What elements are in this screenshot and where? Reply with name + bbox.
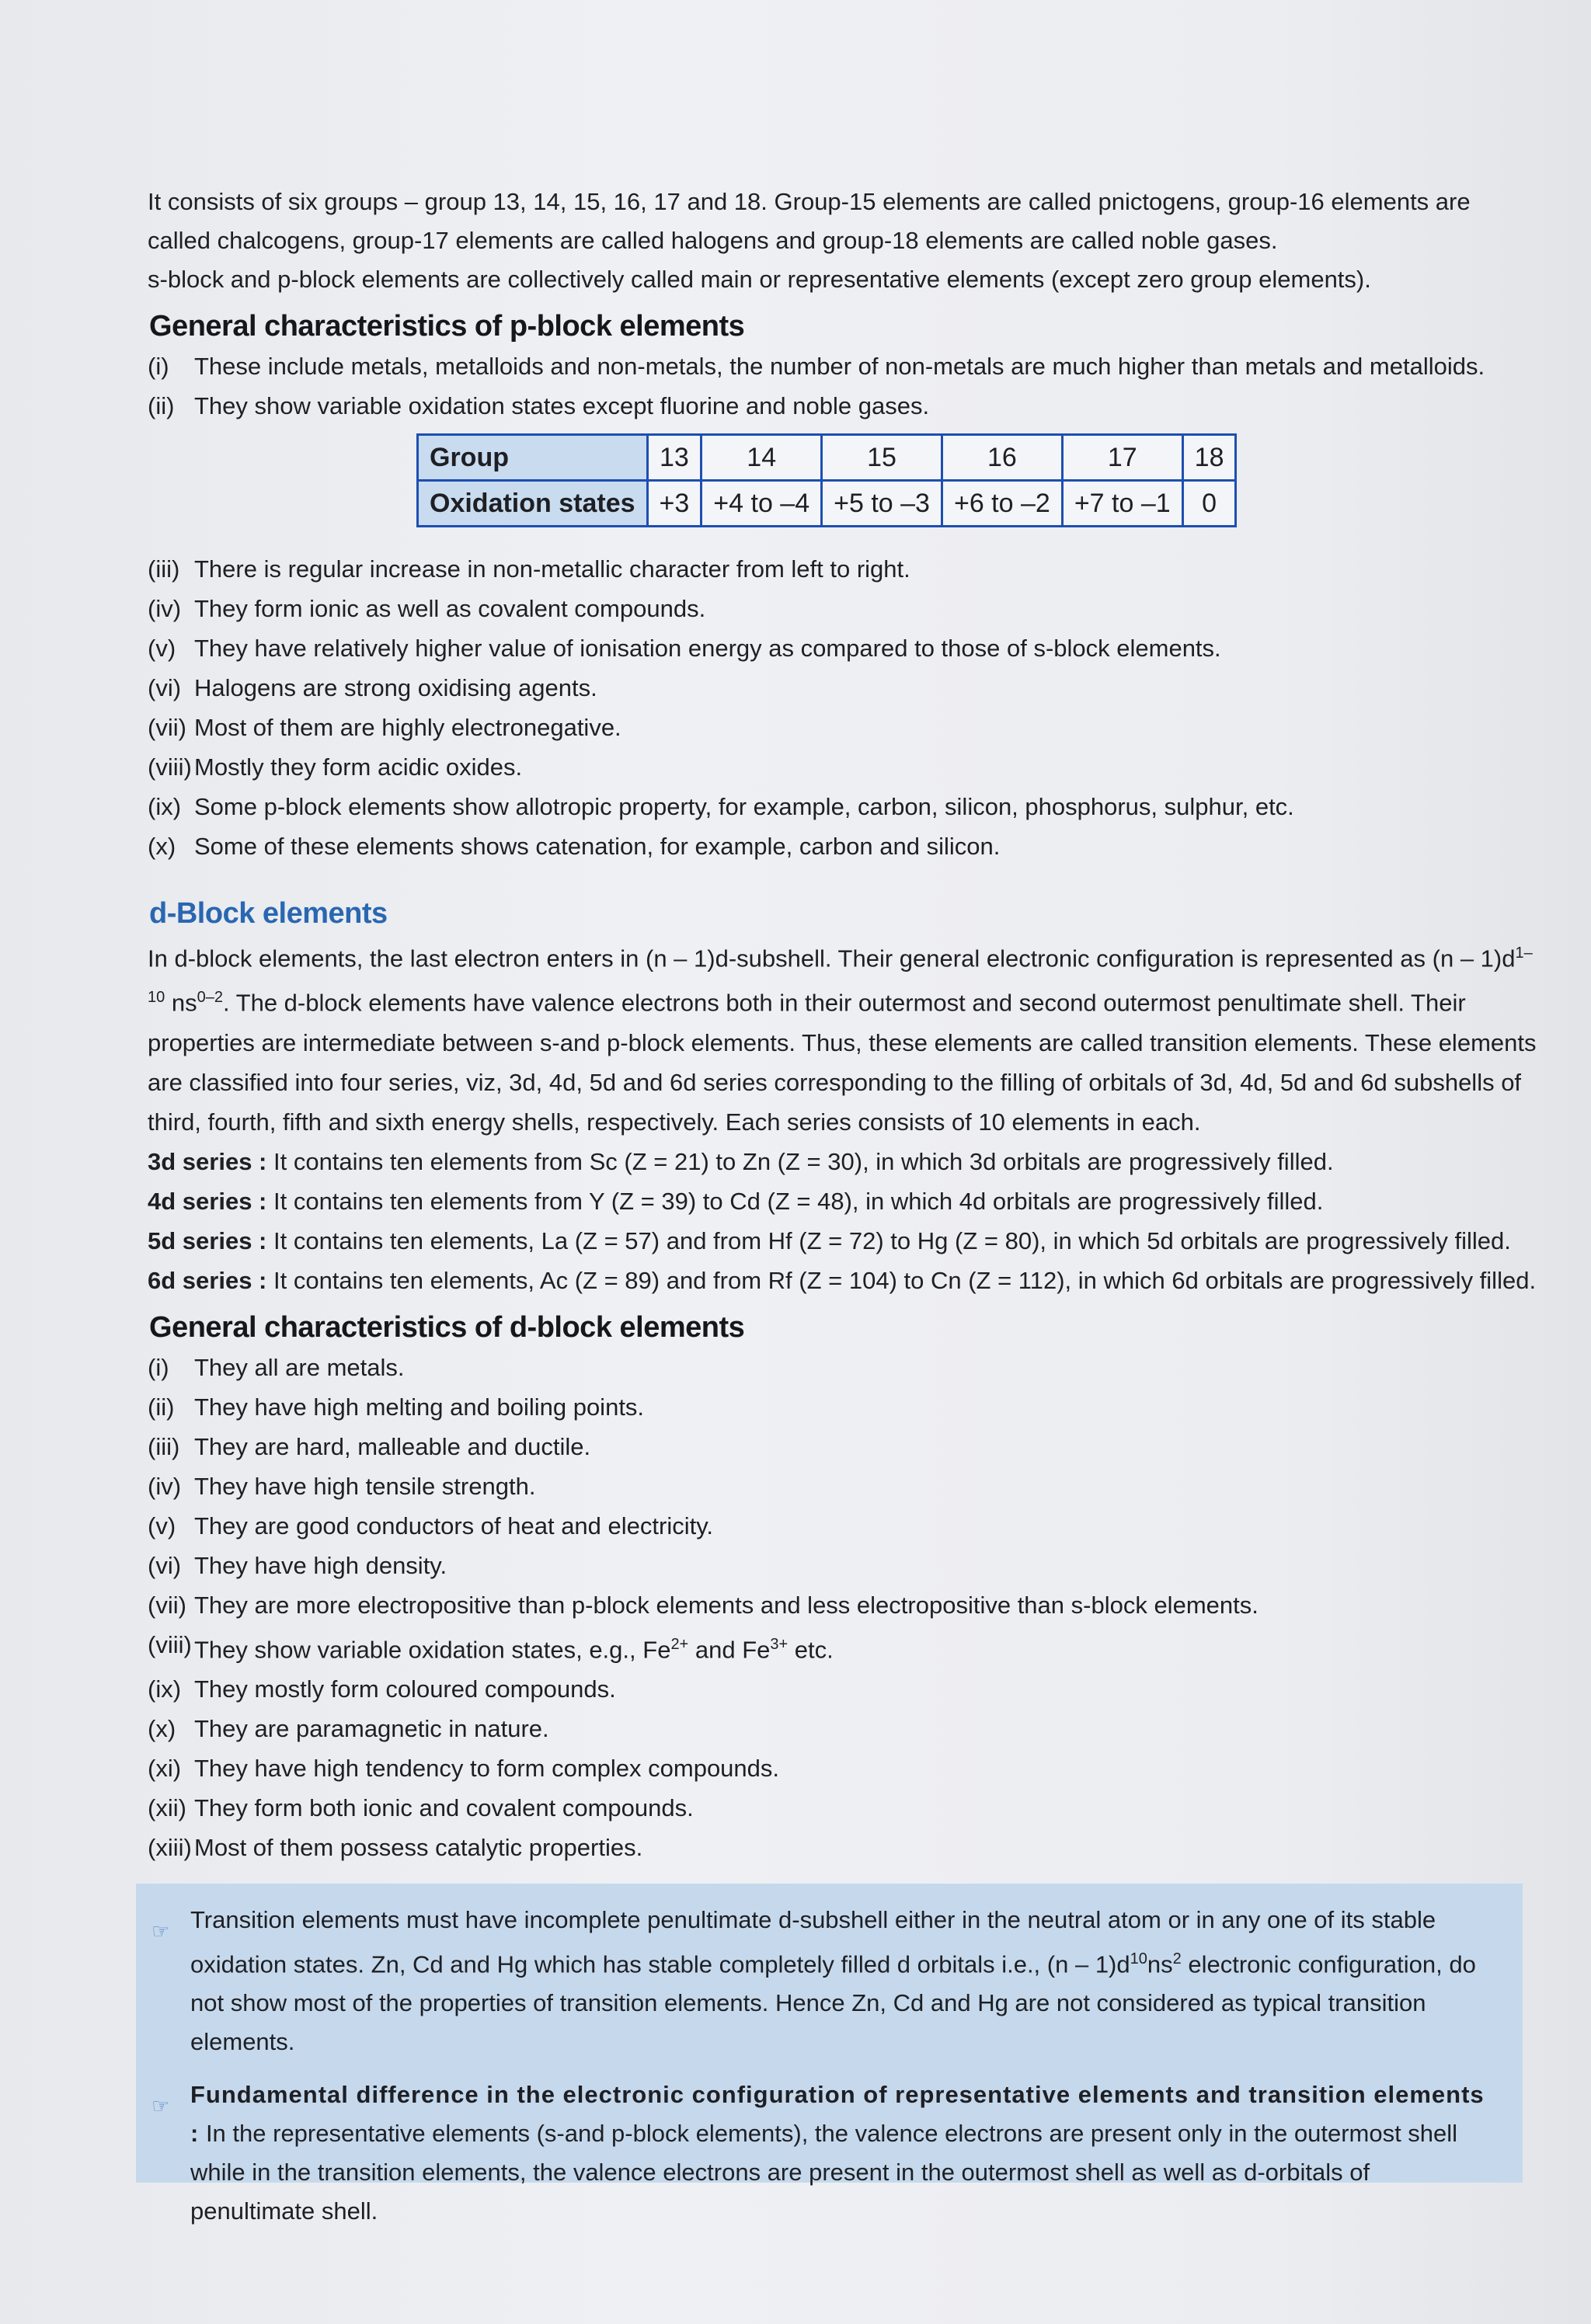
- list-number: (vi): [148, 674, 182, 701]
- list-item: [148, 1669, 1538, 1709]
- list-text: They show variable oxidation states except fluorine and noble gases.: [194, 392, 930, 419]
- list-item: [148, 668, 1538, 708]
- list-text: Some of these elements shows catenation, for example, carbon and silicon.: [194, 833, 1001, 860]
- series-text: It contains ten elements from Y (Z = 39) to Cd (Z = 48), in which 4d orbitals are progressively filled.: [266, 1187, 1324, 1215]
- oxidation-states-table: [416, 433, 1237, 527]
- intro-paragraph-groups: It consists of six groups – group 13, 14, 15, 16, 17 and 18. Group-15 elements are called pnictogens, group-16 elements are called chalcogens, group-17 elements are called halogens and group-18 elements are called noble gases.: [148, 188, 1471, 254]
- list-text: They form ionic as well as covalent compounds.: [194, 595, 706, 622]
- list-item: [148, 1625, 1538, 1669]
- charge-superscript: 3+: [770, 1635, 789, 1653]
- d-block-list: [148, 1348, 1538, 1867]
- list-number: (vii): [148, 1591, 186, 1619]
- note-superscript: 10: [1130, 1950, 1147, 1967]
- list-text: Most of them possess catalytic properties.: [194, 1833, 643, 1861]
- series-line: [148, 1181, 1538, 1221]
- d-block-characteristics-heading: General characteristics of d-block elements: [149, 1310, 745, 1344]
- list-item: [148, 1348, 1538, 1387]
- list-item: [148, 1788, 1538, 1828]
- series-text: It contains ten elements, La (Z = 57) and from Hf (Z = 72) to Hg (Z = 80), in which 5d orbitals are progressively filled.: [266, 1226, 1511, 1254]
- list-item: [148, 1585, 1538, 1625]
- list-number: (x): [148, 1714, 176, 1742]
- d-series-list: [148, 1142, 1538, 1300]
- list-number: (i): [148, 1353, 169, 1381]
- d-block-heading: d-Block elements: [149, 897, 388, 930]
- table-cell: 17: [1062, 435, 1182, 481]
- table-cell: +7 to –1: [1062, 481, 1182, 527]
- list-text: These include metals, metalloids and non-metals, the number of non-metals are much higher than metals and metalloids.: [194, 353, 1485, 380]
- table-cell: 0: [1182, 481, 1236, 527]
- charge-superscript: 2+: [670, 1635, 689, 1653]
- series-line: [148, 1142, 1538, 1181]
- list-text: They all are metals.: [194, 1353, 405, 1381]
- list-number: (ii): [148, 392, 175, 419]
- table-cell: +3: [647, 481, 702, 527]
- table-row: [418, 435, 1236, 481]
- list-item: [148, 1828, 1538, 1867]
- series-label: 5d series :: [148, 1226, 267, 1254]
- list-item: [148, 708, 1538, 747]
- list-item: [148, 1387, 1538, 1427]
- table-cell: 14: [702, 435, 822, 481]
- series-label: 6d series :: [148, 1266, 267, 1294]
- list-item: [148, 1748, 1538, 1788]
- d-config-superscript: 1–10: [148, 945, 1533, 1007]
- list-text: Halogens are strong oxidising agents.: [194, 674, 597, 701]
- list-number: (xiii): [148, 1833, 192, 1861]
- table-cell: +4 to –4: [702, 481, 822, 527]
- list-text: They are paramagnetic in nature.: [194, 1714, 549, 1742]
- d-block-text-b: ns: [165, 989, 197, 1017]
- list-number: (v): [148, 1512, 176, 1539]
- intro-paragraph-main-elements: s-block and p-block elements are collectively called main or representative elements (except zero group elements).: [148, 266, 1371, 293]
- note-text: Transition elements must have incomplete penultimate d-subshell either in the neutral atom or in any one of its stable oxidation states. Zn, Cd and Hg which has stable completely filled d orbitals i.e., (n – 1)d: [190, 1906, 1436, 1978]
- note-superscript: 2: [1172, 1950, 1182, 1967]
- list-item: [148, 1709, 1538, 1748]
- list-text: They have high melting and boiling points.: [194, 1393, 645, 1421]
- list-text: They have high density.: [194, 1551, 447, 1579]
- p-block-characteristics-heading: General characteristics of p-block elements: [149, 310, 745, 343]
- list-text: They have relatively higher value of ionisation energy as compared to those of s-block elements.: [194, 635, 1221, 662]
- table-header-cell: Group: [418, 435, 648, 481]
- table-cell: +5 to –3: [822, 481, 942, 527]
- note-item: [136, 2075, 1499, 2231]
- list-number: (iii): [148, 1432, 180, 1460]
- list-item: [148, 1506, 1538, 1546]
- list-item: [148, 628, 1538, 668]
- list-number: (iv): [148, 595, 182, 622]
- list-text: They are hard, malleable and ductile.: [194, 1432, 591, 1460]
- list-text: There is regular increase in non-metallic character from left to right.: [194, 555, 910, 583]
- pointing-hand-icon: ☞: [151, 2094, 170, 2118]
- list-text: Mostly they form acidic oxides.: [194, 753, 523, 781]
- list-text: Most of them are highly electronegative.: [194, 714, 621, 741]
- list-item: [148, 589, 1538, 628]
- list-text-part: and Fe: [688, 1635, 771, 1663]
- list-number: (ix): [148, 1675, 182, 1703]
- list-item: [148, 549, 1538, 589]
- list-item: [148, 386, 1538, 426]
- table-cell: +6 to –2: [942, 481, 1062, 527]
- list-text: Some p-block elements show allotropic property, for example, carbon, silicon, phosphorus, sulphur, etc.: [194, 793, 1294, 820]
- table-cell: 18: [1182, 435, 1236, 481]
- list-text-part: etc.: [788, 1635, 834, 1663]
- list-number: (xii): [148, 1793, 186, 1821]
- list-number: (x): [148, 833, 176, 860]
- list-number: (iii): [148, 555, 180, 583]
- table-cell: 15: [822, 435, 942, 481]
- series-line: [148, 1221, 1538, 1261]
- pointing-hand-icon: ☞: [151, 1919, 170, 1943]
- list-number: (vi): [148, 1551, 182, 1579]
- list-number: (viii): [148, 753, 192, 781]
- note-item: [136, 1901, 1499, 2061]
- series-text: It contains ten elements, Ac (Z = 89) and from Rf (Z = 104) to Cn (Z = 112), in which 6d orbitals are progressively filled.: [266, 1266, 1537, 1294]
- table-cell: 13: [647, 435, 702, 481]
- series-text: It contains ten elements from Sc (Z = 21) to Zn (Z = 30), in which 3d orbitals are progressively filled.: [266, 1147, 1334, 1175]
- list-item: [148, 1427, 1538, 1466]
- list-text: They have high tendency to form complex compounds.: [194, 1754, 780, 1782]
- list-item: [148, 1546, 1538, 1585]
- list-text: They are more electropositive than p-block elements and less electropositive than s-block elements.: [194, 1591, 1259, 1619]
- d-block-text-a: In d-block elements, the last electron enters in (n – 1)d-subshell. Their general electronic configuration is represented as (n – 1)d: [148, 945, 1516, 972]
- series-line: [148, 1261, 1538, 1300]
- table-row: [418, 481, 1236, 527]
- d-block-paragraph: [148, 934, 1538, 1142]
- list-number: (i): [148, 353, 169, 380]
- list-number: (vii): [148, 714, 186, 741]
- list-number: (viii): [148, 1630, 192, 1658]
- list-text: They mostly form coloured compounds.: [194, 1675, 616, 1703]
- list-number: (v): [148, 635, 176, 662]
- series-label: 4d series :: [148, 1187, 267, 1215]
- note-callout-box: [136, 1884, 1523, 2225]
- note-text: In the representative elements (s-and p-block elements), the valence electrons are present only in the outermost shell while in the transition elements, the valence electrons are present in the outermost shell as well as d-orbitals of penultimate shell.: [190, 2120, 1458, 2225]
- note-bold-lead: Fundamental difference in the electronic configuration of representative elements and transition elements :: [190, 2081, 1485, 2148]
- list-item: [148, 1466, 1538, 1506]
- list-text: They are good conductors of heat and electricity.: [194, 1512, 714, 1539]
- list-text: [194, 1625, 834, 1669]
- table-header-cell: Oxidation states: [418, 481, 648, 527]
- list-number: (iv): [148, 1472, 182, 1500]
- list-item: [148, 346, 1538, 386]
- list-item: [148, 747, 1538, 787]
- list-item: [148, 787, 1538, 826]
- d-block-text-c: . The d-block elements have valence electrons both in their outermost and second outermost penultimate shell. Their properties are intermediate between s-and p-block elements. Thus, these elements are called transition elements. These elements are classified into four series, viz, 3d, 4d, 5d and 6d series corresponding to the filling of orbitals of 3d, 4d, 5d and 6d subshells of third, fourth, fifth and sixth energy shells, respectively. Each series consists of 10 elements in each.: [148, 989, 1537, 1136]
- list-number: (ii): [148, 1393, 175, 1421]
- note-text: ns: [1147, 1950, 1173, 1978]
- page-content: [148, 183, 1538, 1867]
- list-text: They have high tensile strength.: [194, 1472, 536, 1500]
- s-config-superscript: 0–2: [197, 989, 223, 1007]
- list-text-part: They show variable oxidation states, e.g., Fe: [194, 1635, 671, 1663]
- oxidation-table-wrap: [416, 433, 1538, 527]
- list-number: (ix): [148, 793, 182, 820]
- p-block-list-continued: [148, 549, 1538, 866]
- list-item: [148, 826, 1538, 866]
- note-text: electronic configuration, do not show most of the properties of transition elements. Hence Zn, Cd and Hg are not considered as typical transition elements.: [190, 1950, 1476, 2056]
- series-label: 3d series :: [148, 1147, 267, 1175]
- p-block-list-start: [148, 346, 1538, 426]
- list-text: They form both ionic and covalent compounds.: [194, 1793, 694, 1821]
- list-number: (xi): [148, 1754, 182, 1782]
- table-cell: 16: [942, 435, 1062, 481]
